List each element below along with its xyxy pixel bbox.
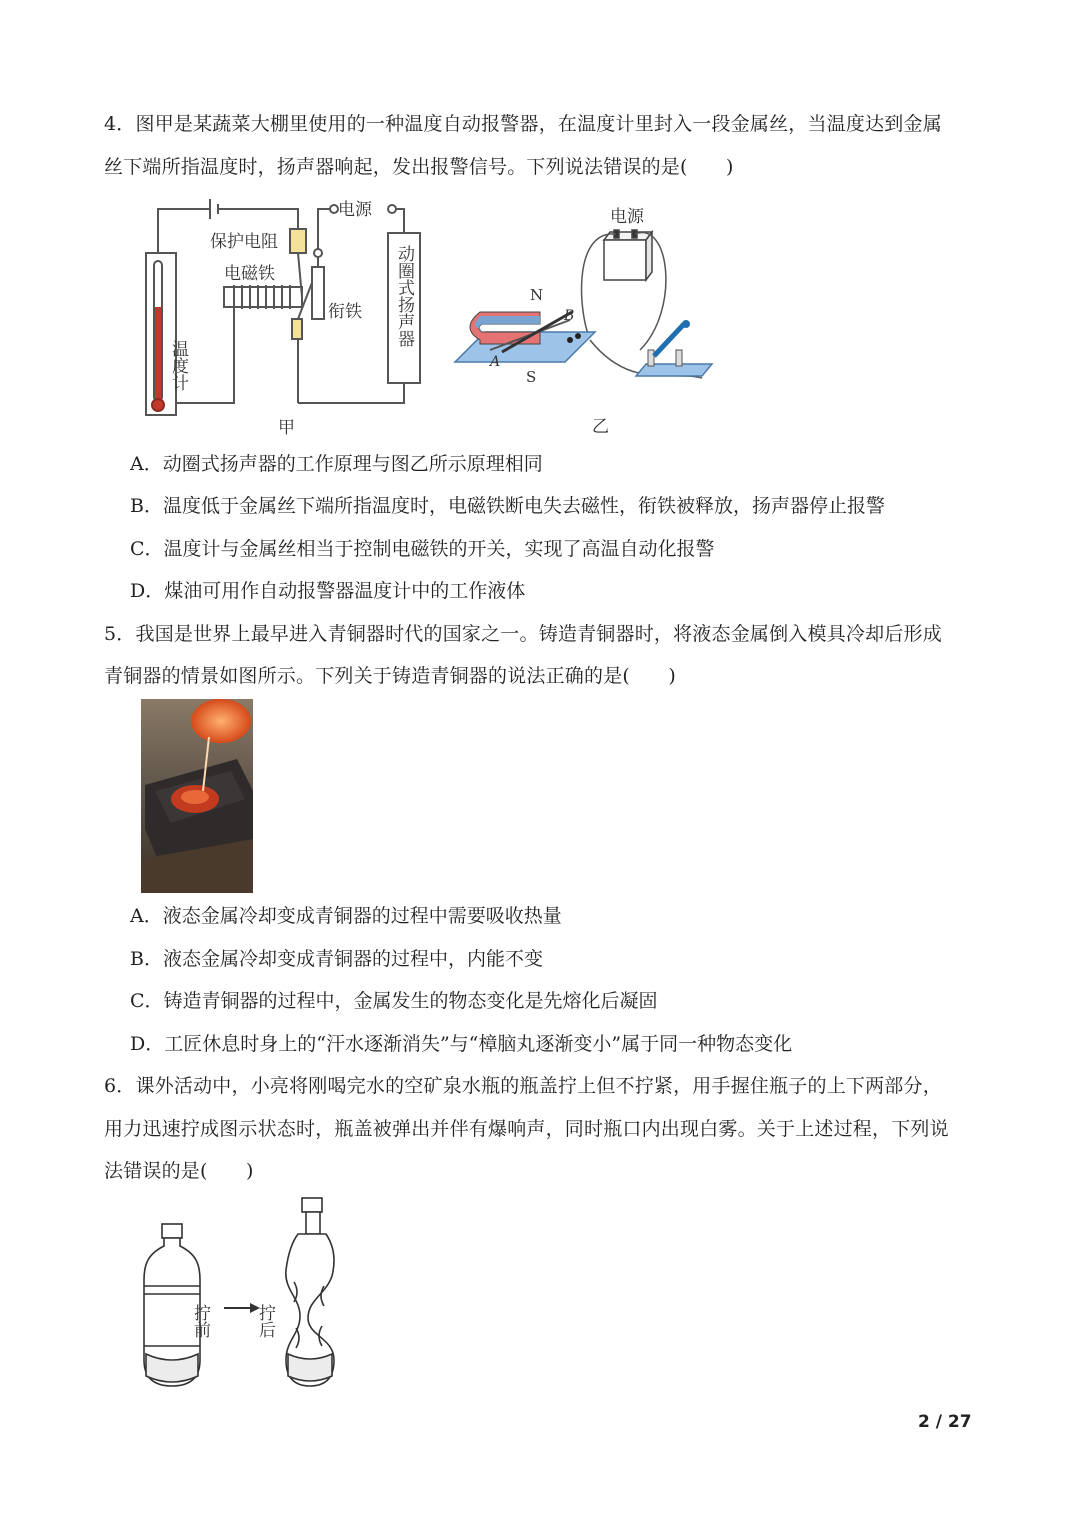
page-number: 2 / 27 [918,1412,972,1432]
q5-casting-photo [141,699,253,893]
q4-stem-line1: 4．图甲是某蔬菜大棚里使用的一种温度自动报警器，在温度计里封入一段金属丝，当温度达到金属 [104,113,942,135]
yi-power-label: 电源 [610,207,644,227]
q4-figure-jia [138,195,438,440]
q6-before-label: 拧前 [190,1304,210,1338]
q4-option-b: B．温度低于金属丝下端所指温度时，电磁铁断电失去磁性，衔铁被释放，扬声器停止报警 [130,495,885,517]
jia-armature-label: 衔铁 [328,302,362,322]
q6-stem-line3: 法错误的是( ) [104,1160,254,1182]
yi-caption: 乙 [592,417,609,437]
jia-caption: 甲 [278,418,295,438]
yi-b-label: B [564,308,575,324]
jia-resistor-label: 保护电阻 [210,232,278,252]
jia-power-label: 电源 [338,200,372,220]
q6-stem-line2: 用力迅速拧成图示状态时，瓶盖被弹出并伴有爆响声，同时瓶口内出现白雾。关于上述过程，下列说 [104,1118,949,1140]
q4-figure-yi [450,200,715,440]
q4-stem-line2: 丝下端所指温度时，扬声器响起，发出报警信号。下列说法错误的是( ) [104,156,734,178]
q5-option-c: C．铸造青铜器的过程中，金属发生的物态变化是先熔化后凝固 [130,990,658,1012]
q5-option-a: A．液态金属冷却变成青铜器的过程中需要吸收热量 [130,905,562,927]
jia-electromagnet-label: 电磁铁 [224,264,275,284]
yi-s-label: S [526,368,537,386]
q4-option-d: D．煤油可用作自动报警器温度计中的工作液体 [130,580,526,602]
q6-bottle-figure [138,1190,348,1390]
q5-stem-line1: 5．我国是世界上最早进入青铜器时代的国家之一。铸造青铜器时，将液态金属倒入模具冷却后形成 [104,623,942,645]
jia-thermometer-label: 温度计 [168,340,188,391]
q6-after-label: 拧后 [255,1304,275,1338]
yi-a-label: A [490,354,501,370]
q4-option-a: A．动圈式扬声器的工作原理与图乙所示原理相同 [130,453,543,475]
q5-stem-line2: 青铜器的情景如图所示。下列关于铸造青铜器的说法正确的是( ) [104,665,677,687]
q6-stem-line1: 6．课外活动中，小亮将刚喝完水的空矿泉水瓶的瓶盖拧上但不拧紧，用手握住瓶子的上下两部分， [104,1075,942,1097]
q5-option-d: D．工匠休息时身上的“汗水逐渐消失”与“樟脑丸逐渐变小”属于同一种物态变化 [130,1033,793,1055]
jia-speaker-label: 动圈式扬声器 [394,245,414,347]
yi-n-label: N [530,286,544,304]
q5-option-b: B．液态金属冷却变成青铜器的过程中，内能不变 [130,948,543,970]
q4-option-c: C．温度计与金属丝相当于控制电磁铁的开关，实现了高温自动化报警 [130,538,715,560]
